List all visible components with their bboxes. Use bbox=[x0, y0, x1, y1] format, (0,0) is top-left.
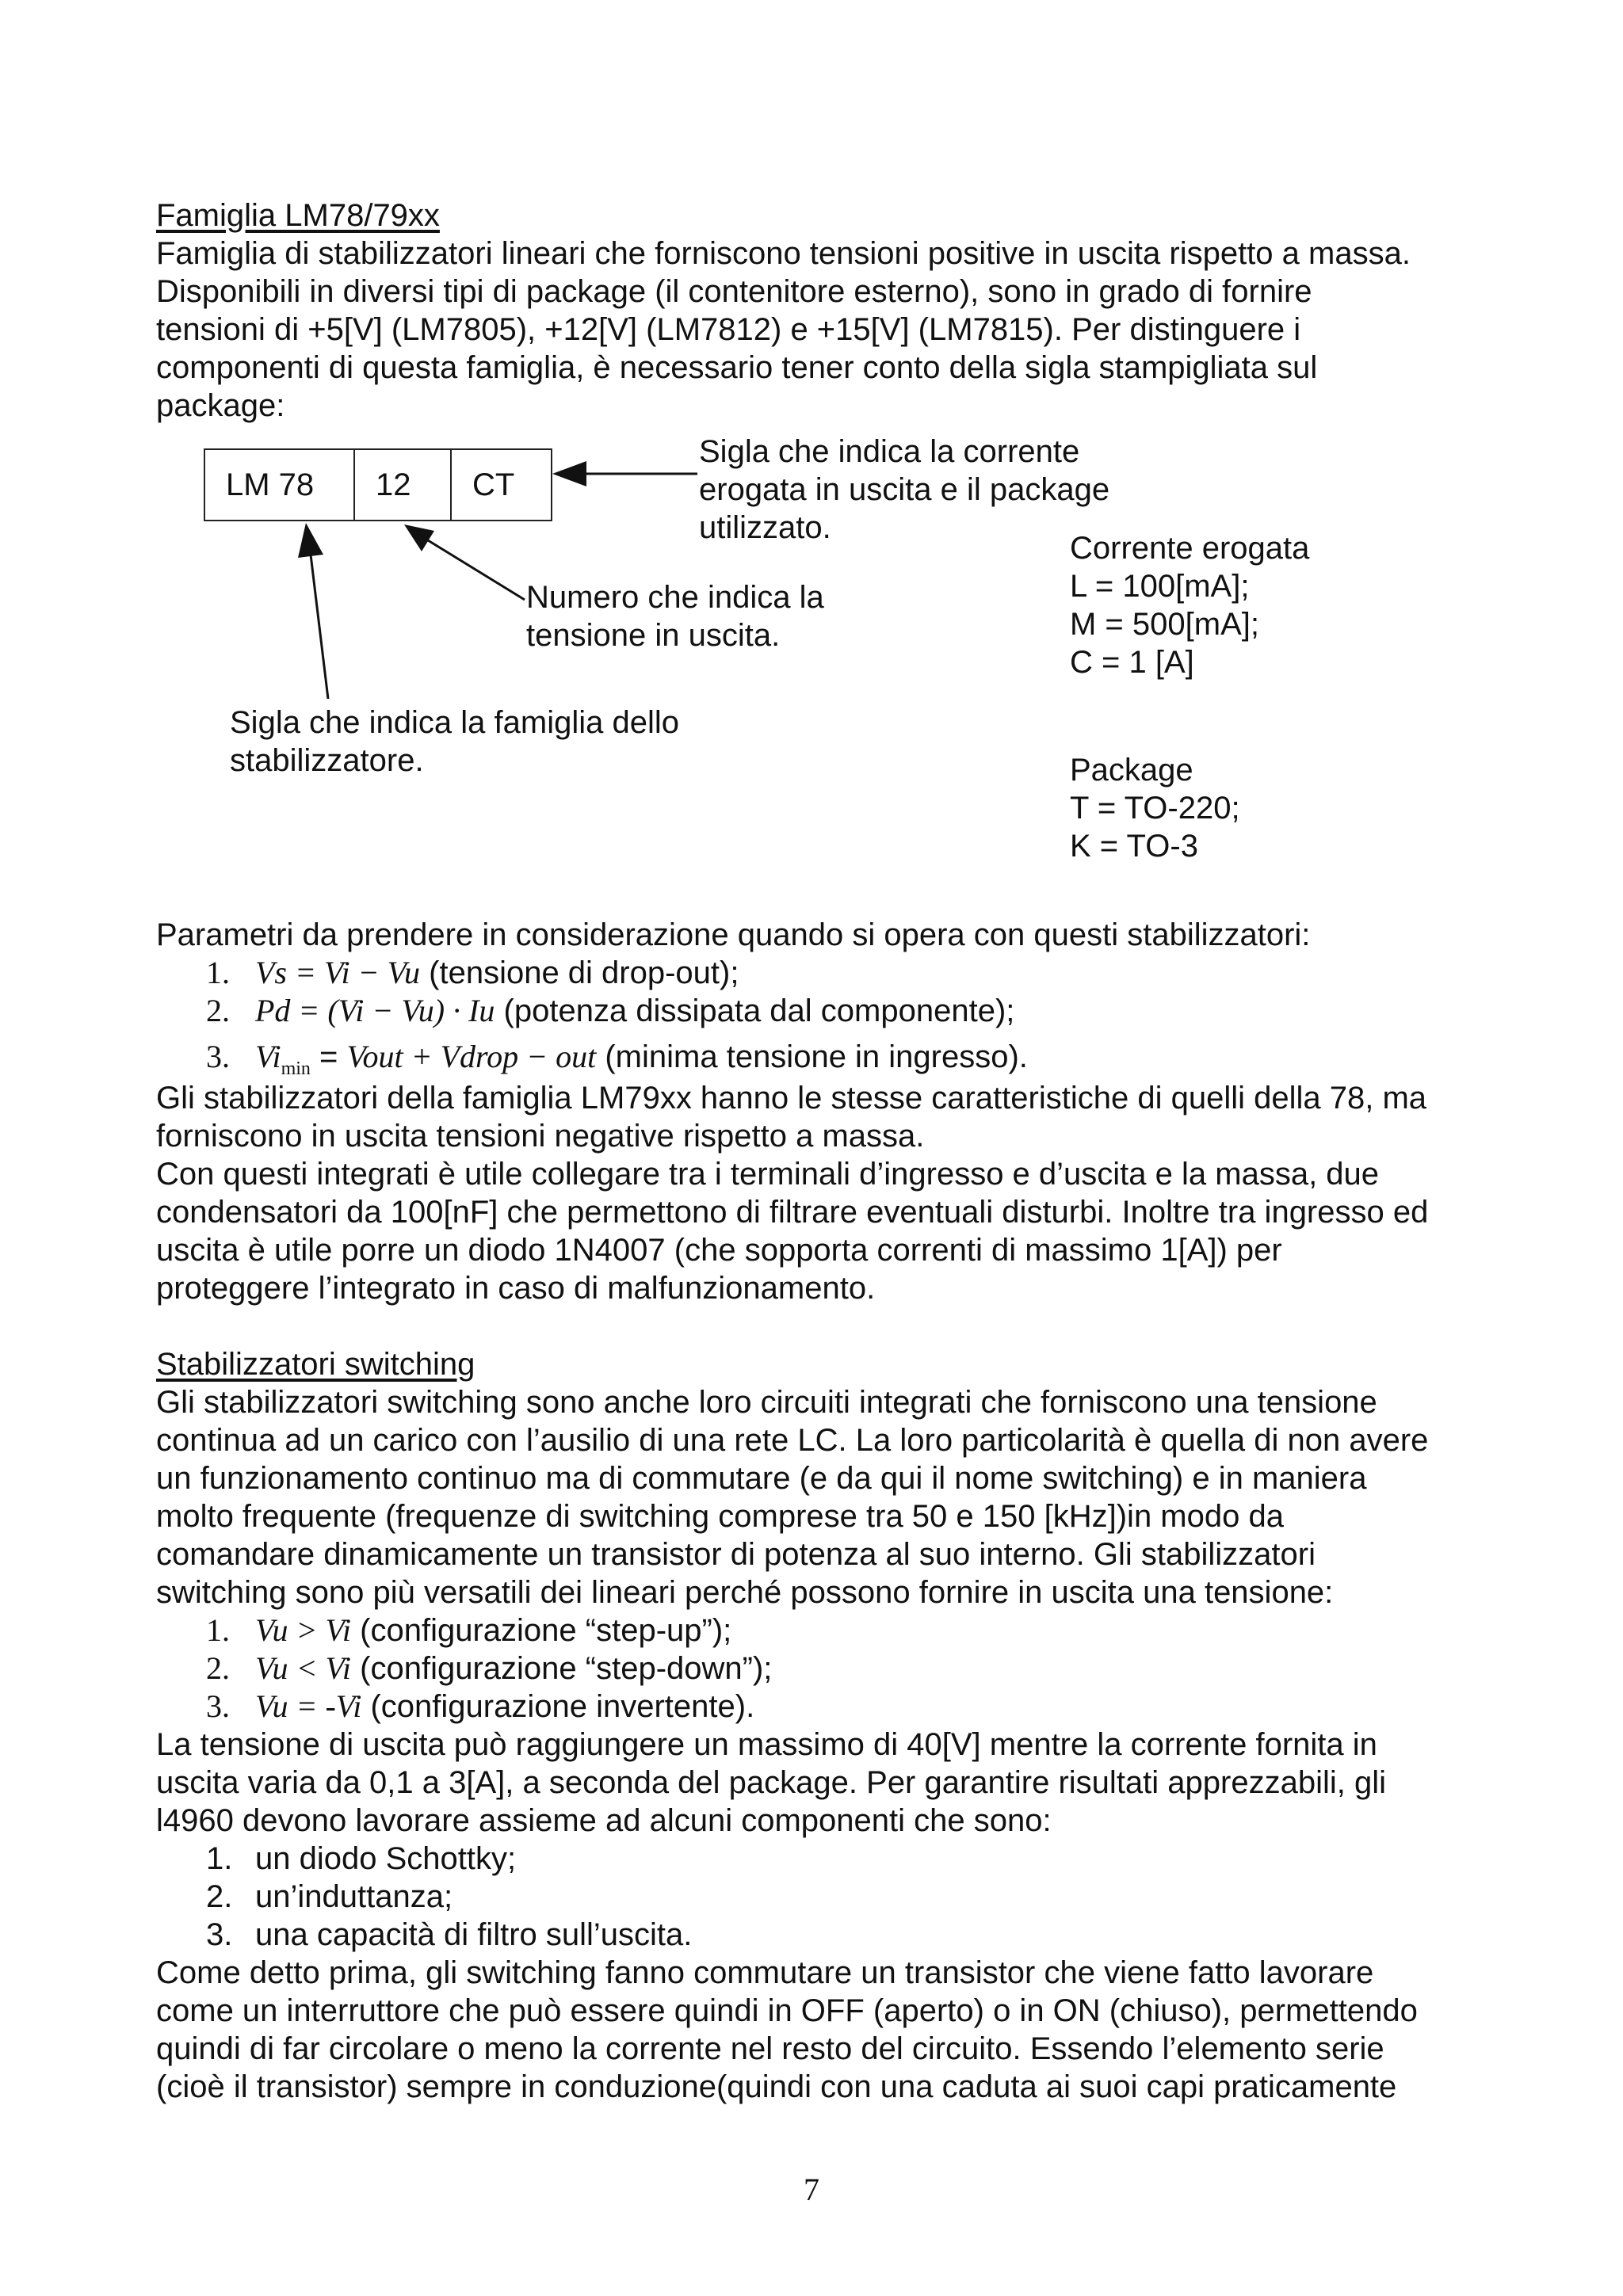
parameter-item-desc: (minima tensione in ingresso). bbox=[596, 1039, 1028, 1074]
current-legend-value: C = 1 [A] bbox=[1070, 645, 1194, 680]
parameter-item bbox=[206, 954, 739, 992]
paragraph-line: Con questi integrati è utile collegare tra i terminali d’ingresso e d’uscita e la massa, due bbox=[156, 1157, 1380, 1192]
paragraph-line: come un interruttore che può essere quindi in OFF (aperto) o in ON (chiuso), permettendo bbox=[156, 1993, 1418, 2028]
paragraph-line: (cioè il transistor) sempre in conduzione(quindi con una caduta ai suoi capi praticamente bbox=[156, 2069, 1397, 2104]
label-family bbox=[230, 704, 679, 780]
config-item-number: 1. bbox=[206, 1612, 230, 1648]
label-current-package-line: utilizzato. bbox=[699, 510, 831, 545]
arrow-suffix-head bbox=[552, 461, 586, 486]
label-current-package-line: Sigla che indica la corrente bbox=[699, 434, 1080, 469]
arrow-family-line bbox=[311, 555, 328, 699]
arrow-voltage-head bbox=[404, 524, 434, 551]
parameter-item-formula: Vout + Vdrop − out bbox=[346, 1039, 597, 1074]
paragraph-line: forniscono in uscita tensioni negative rispetto a massa. bbox=[156, 1119, 925, 1154]
switching-middle-paragraph bbox=[156, 1726, 1503, 1840]
switching-intro-paragraph bbox=[156, 1383, 1503, 1611]
config-item-formula: Vu < Vi bbox=[255, 1650, 352, 1686]
paragraph-line: l4960 devono lavorare assieme ad alcuni componenti che sono: bbox=[156, 1803, 1052, 1838]
paragraph-line: Gli stabilizzatori della famiglia LM79xx hanno le stesse caratteristiche di quelli della 78, ma bbox=[156, 1081, 1427, 1116]
paragraph-line: uscita è utile porre un diodo 1N4007 (che sopporta correnti di massimo 1[A]) per bbox=[156, 1233, 1282, 1268]
parameter-item bbox=[206, 992, 1014, 1030]
label-family-line: stabilizzatore. bbox=[230, 743, 424, 778]
parameter-item-formula: Pd = (Vi − Vu) · Iu bbox=[255, 993, 495, 1028]
label-voltage-line: Numero che indica la bbox=[526, 580, 824, 615]
parameter-item-formula-equals: = bbox=[310, 1039, 347, 1074]
arrow-voltage-line bbox=[428, 540, 525, 600]
switching-heading: Stabilizzatori switching bbox=[156, 1347, 475, 1382]
package-legend-value: T = TO-220; bbox=[1070, 791, 1240, 826]
parameter-item-formula: Vi bbox=[255, 1039, 281, 1074]
config-item-formula: Vu = -Vi bbox=[255, 1688, 362, 1724]
lm-intro-line: tensioni di +5[V] (LM7805), +12[V] (LM7812) e +15[V] (LM7815). Per distinguere i bbox=[156, 312, 1301, 347]
config-item-number: 3. bbox=[206, 1688, 230, 1724]
paragraph-line: un funzionamento continuo ma di commutare (e da qui il nome switching) e in maniera bbox=[156, 1461, 1367, 1496]
label-family-line: Sigla che indica la famiglia dello bbox=[230, 705, 679, 740]
label-voltage-line: tensione in uscita. bbox=[526, 618, 781, 653]
lm-intro-line: Disponibili in diversi tipi di package (il contenitore esterno), sono in grado di fornire bbox=[156, 274, 1312, 309]
config-item bbox=[206, 1688, 754, 1726]
label-voltage bbox=[526, 578, 824, 654]
paragraph-line: quindi di far circolare o meno la corrente nel resto del circuito. Essendo l’elemento serie bbox=[156, 2031, 1384, 2066]
paragraph-line: Come detto prima, gli switching fanno commutare un transistor che viene fatto lavorare bbox=[156, 1955, 1374, 1990]
box-cell-family-text: LM 78 bbox=[226, 467, 315, 502]
lm-heading: Famiglia LM78/79xx bbox=[156, 198, 440, 233]
component-item-number: 2. bbox=[206, 1879, 233, 1914]
parameters-after-paragraph bbox=[156, 1079, 1503, 1307]
parameter-item-formula: Vs = Vi − Vu bbox=[255, 955, 421, 990]
parameter-item-desc: (tensione di drop-out); bbox=[420, 955, 739, 990]
config-item bbox=[206, 1611, 731, 1650]
lm-intro-line: Famiglia di stabilizzatori lineari che forniscono tensioni positive in uscita rispetto a massa. bbox=[156, 236, 1411, 271]
current-legend bbox=[1070, 529, 1309, 681]
paragraph-line: proteggere l’integrato in caso di malfunzionamento. bbox=[156, 1271, 876, 1306]
parameter-item-number: 1. bbox=[206, 955, 230, 990]
config-item-desc: (configurazione “step-up”); bbox=[351, 1613, 732, 1648]
component-item-text: un’induttanza; bbox=[255, 1879, 453, 1914]
paragraph-line: condensatori da 100[nF] che permettono di filtrare eventuali disturbi. Inoltre tra ingresso ed bbox=[156, 1195, 1429, 1230]
config-item-desc: (configurazione “step-down”); bbox=[351, 1651, 773, 1686]
arrow-family-head bbox=[298, 523, 323, 558]
component-item bbox=[206, 1878, 453, 1916]
config-item-formula: Vu > Vi bbox=[255, 1612, 352, 1648]
current-legend-title: Corrente erogata bbox=[1070, 531, 1310, 566]
current-legend-value: M = 500[mA]; bbox=[1070, 607, 1259, 642]
component-item bbox=[206, 1840, 516, 1878]
switching-closing-paragraph bbox=[156, 1954, 1503, 2106]
box-cell-voltage-text: 12 bbox=[376, 467, 411, 502]
package-legend-title: Package bbox=[1070, 753, 1193, 788]
diagram-arrows bbox=[0, 0, 1623, 792]
package-legend bbox=[1070, 751, 1240, 865]
config-item-desc: (configurazione invertente). bbox=[361, 1689, 755, 1724]
parameter-item-desc: (potenza dissipata dal componente); bbox=[495, 994, 1015, 1028]
parameter-item-number: 2. bbox=[206, 993, 230, 1028]
paragraph-line: molto frequente (frequenze di switching comprese tra 50 e 150 [kHz])in modo da bbox=[156, 1499, 1284, 1534]
paragraph-line: continua ad un carico con l’ausilio di una rete LC. La loro particolarità è quella di non avere bbox=[156, 1423, 1429, 1458]
box-cell-suffix-text: CT bbox=[472, 467, 515, 502]
config-item bbox=[206, 1650, 772, 1688]
page-number: 7 bbox=[804, 2172, 819, 2207]
parameter-item-formula-subscript: min bbox=[281, 1058, 311, 1079]
paragraph-line: switching sono più versatili dei lineari perché possono fornire in uscita una tensione: bbox=[156, 1575, 1334, 1610]
paragraph-line: Gli stabilizzatori switching sono anche loro circuiti integrati che forniscono una tensione bbox=[156, 1385, 1377, 1420]
component-item-number: 3. bbox=[206, 1917, 233, 1952]
paragraph-line: uscita varia da 0,1 a 3[A], a seconda del package. Per garantire risultati apprezzabili, gli bbox=[156, 1765, 1386, 1800]
component-item-text: un diodo Schottky; bbox=[255, 1841, 517, 1876]
label-current-package-line: erogata in uscita e il package bbox=[699, 472, 1110, 507]
config-item-number: 2. bbox=[206, 1650, 230, 1686]
lm-intro-line: package: bbox=[156, 388, 285, 423]
component-item-number: 1. bbox=[206, 1841, 233, 1876]
package-legend-value: K = TO-3 bbox=[1070, 829, 1198, 864]
paragraph-line: La tensione di uscita può raggiungere un massimo di 40[V] mentre la corrente fornita in bbox=[156, 1727, 1377, 1762]
lm-intro-line: componenti di questa famiglia, è necessario tener conto della sigla stampigliata sul bbox=[156, 350, 1318, 385]
label-current-package bbox=[699, 433, 1109, 547]
paragraph-line: comandare dinamicamente un transistor di potenza al suo interno. Gli stabilizzatori bbox=[156, 1537, 1316, 1572]
current-legend-value: L = 100[mA]; bbox=[1070, 569, 1250, 604]
component-item bbox=[206, 1916, 692, 1954]
parameters-intro: Parametri da prendere in considerazione quando si opera con questi stabilizzatori: bbox=[156, 917, 1311, 952]
parameter-item-number: 3. bbox=[206, 1039, 230, 1074]
component-item-text: una capacità di filtro sull’uscita. bbox=[255, 1917, 693, 1952]
